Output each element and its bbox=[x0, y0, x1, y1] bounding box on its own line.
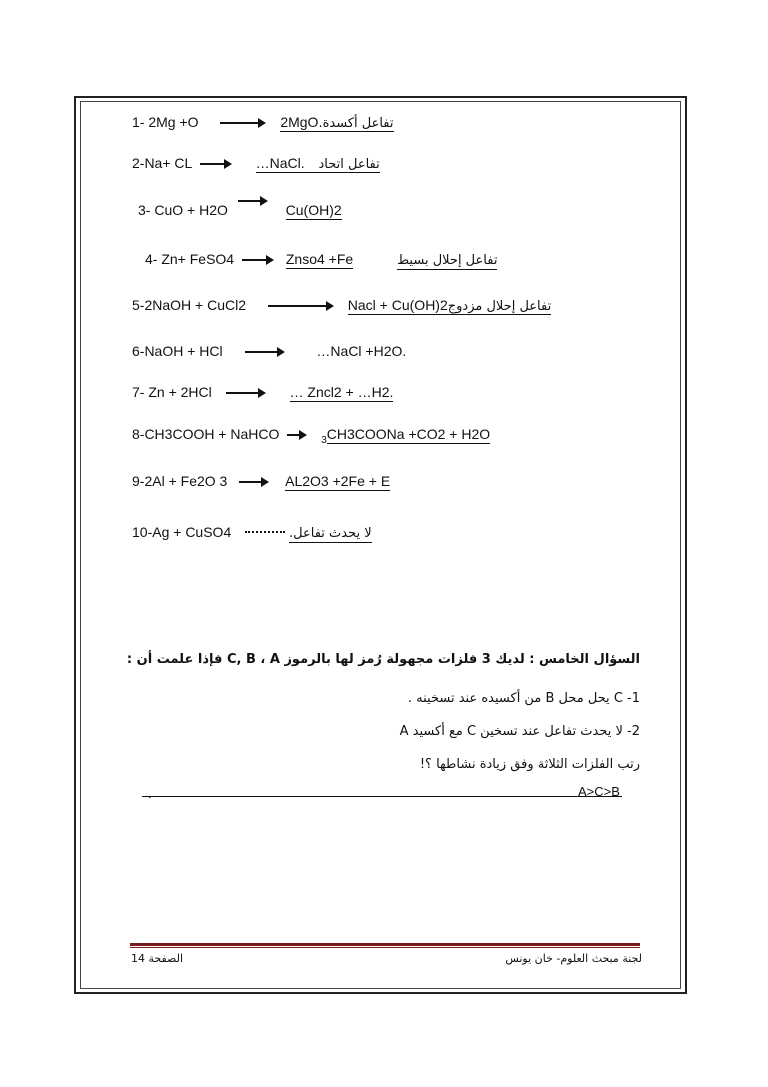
equation-4-lhs: 4- Zn+ FeSO4 bbox=[145, 251, 235, 267]
equation-5 bbox=[132, 296, 551, 316]
equation-5-product: Nacl + Cu(OH)2 bbox=[347, 297, 448, 313]
equation-5-label: تفاعل إحلال مزدوج bbox=[447, 299, 552, 314]
answer-line bbox=[142, 795, 622, 797]
page-border-inner bbox=[80, 101, 681, 989]
dotted-arrow-icon bbox=[245, 531, 285, 533]
arrow-icon bbox=[239, 481, 267, 483]
equation-8-subscript: 3 bbox=[321, 434, 327, 446]
equation-4-product: Znso4 +Fe bbox=[285, 251, 354, 267]
equation-10-product: لا يحدث تفاعل. bbox=[289, 526, 372, 541]
question5-item-1: 1- C يحل محل B من أكسيده عند تسخينه . bbox=[407, 691, 640, 706]
footer-divider bbox=[130, 943, 640, 946]
equation-8 bbox=[132, 425, 490, 450]
equation-10 bbox=[132, 523, 372, 543]
equation-1-product: 2MgO bbox=[280, 114, 319, 130]
arrow-icon bbox=[226, 392, 264, 394]
equation-10-lhs: 10-Ag + CuSO4 bbox=[132, 524, 232, 540]
answer-dot: . bbox=[148, 786, 152, 801]
footer-committee: لجنة مبحث العلوم- خان يونس bbox=[505, 952, 642, 965]
equation-6 bbox=[132, 342, 406, 360]
equation-1-lhs: 1- 2Mg +O bbox=[132, 114, 199, 130]
equation-2 bbox=[132, 154, 380, 174]
arrow-icon bbox=[238, 200, 266, 202]
equation-6-lhs: 6-NaOH + HCl bbox=[132, 343, 223, 359]
answer-text: A>C>B bbox=[578, 784, 620, 799]
equation-7-product: … Zncl2 + …H2. bbox=[289, 384, 394, 400]
equation-5-lhs: 5-2NaOH + CuCl2 bbox=[132, 297, 246, 313]
arrow-icon bbox=[245, 351, 283, 353]
arrow-icon bbox=[242, 259, 272, 261]
equation-9-product: AL2O3 +2Fe + E bbox=[285, 473, 391, 489]
equation-3-lhs: 3- CuO + H2O bbox=[138, 202, 228, 218]
equation-6-product: …NaCl +H2O. bbox=[316, 343, 407, 359]
footer-divider-thin bbox=[130, 947, 640, 948]
question5-title: السؤال الخامس : لديك 3 فلزات مجهولة رُمز لها بالرموز C, B ، A فإذا علمت أن : bbox=[126, 652, 640, 667]
equation-8-lhs: 8-CH3COOH + NaHCO bbox=[132, 426, 280, 442]
equation-1 bbox=[132, 113, 394, 133]
equation-2-lhs: 2-Na+ CL bbox=[132, 155, 192, 171]
question5-item-2: 2- لا يحدث تفاعل عند تسخين C مع أكسيد A bbox=[399, 724, 640, 739]
equation-1-label: تفاعل أكسدة. bbox=[318, 116, 394, 131]
equation-2-product: …NaCl. bbox=[255, 155, 305, 171]
equation-4-label: تفاعل إحلال بسيط bbox=[397, 253, 498, 268]
equation-9-lhs: 9-2Al + Fe2O 3 bbox=[132, 473, 228, 489]
equation-8-product: CH3COONa +CO2 + H2O bbox=[326, 426, 491, 442]
equation-3-product: Cu(OH)2 bbox=[285, 202, 342, 218]
question5-prompt: رتب الفلزات الثلاثة وفق زيادة نشاطها ؟! bbox=[419, 757, 640, 772]
arrow-icon bbox=[268, 305, 332, 307]
arrow-icon bbox=[287, 434, 305, 436]
equation-4 bbox=[145, 250, 497, 270]
equation-9 bbox=[132, 472, 390, 490]
arrow-icon bbox=[220, 122, 264, 124]
arrow-icon bbox=[200, 163, 230, 165]
footer-page-number: الصفحة 14 bbox=[131, 952, 184, 965]
equation-7 bbox=[132, 383, 393, 401]
equation-7-lhs: 7- Zn + 2HCl bbox=[132, 384, 212, 400]
equation-3 bbox=[138, 201, 342, 219]
equation-2-label: تفاعل اتحاد bbox=[318, 157, 380, 172]
